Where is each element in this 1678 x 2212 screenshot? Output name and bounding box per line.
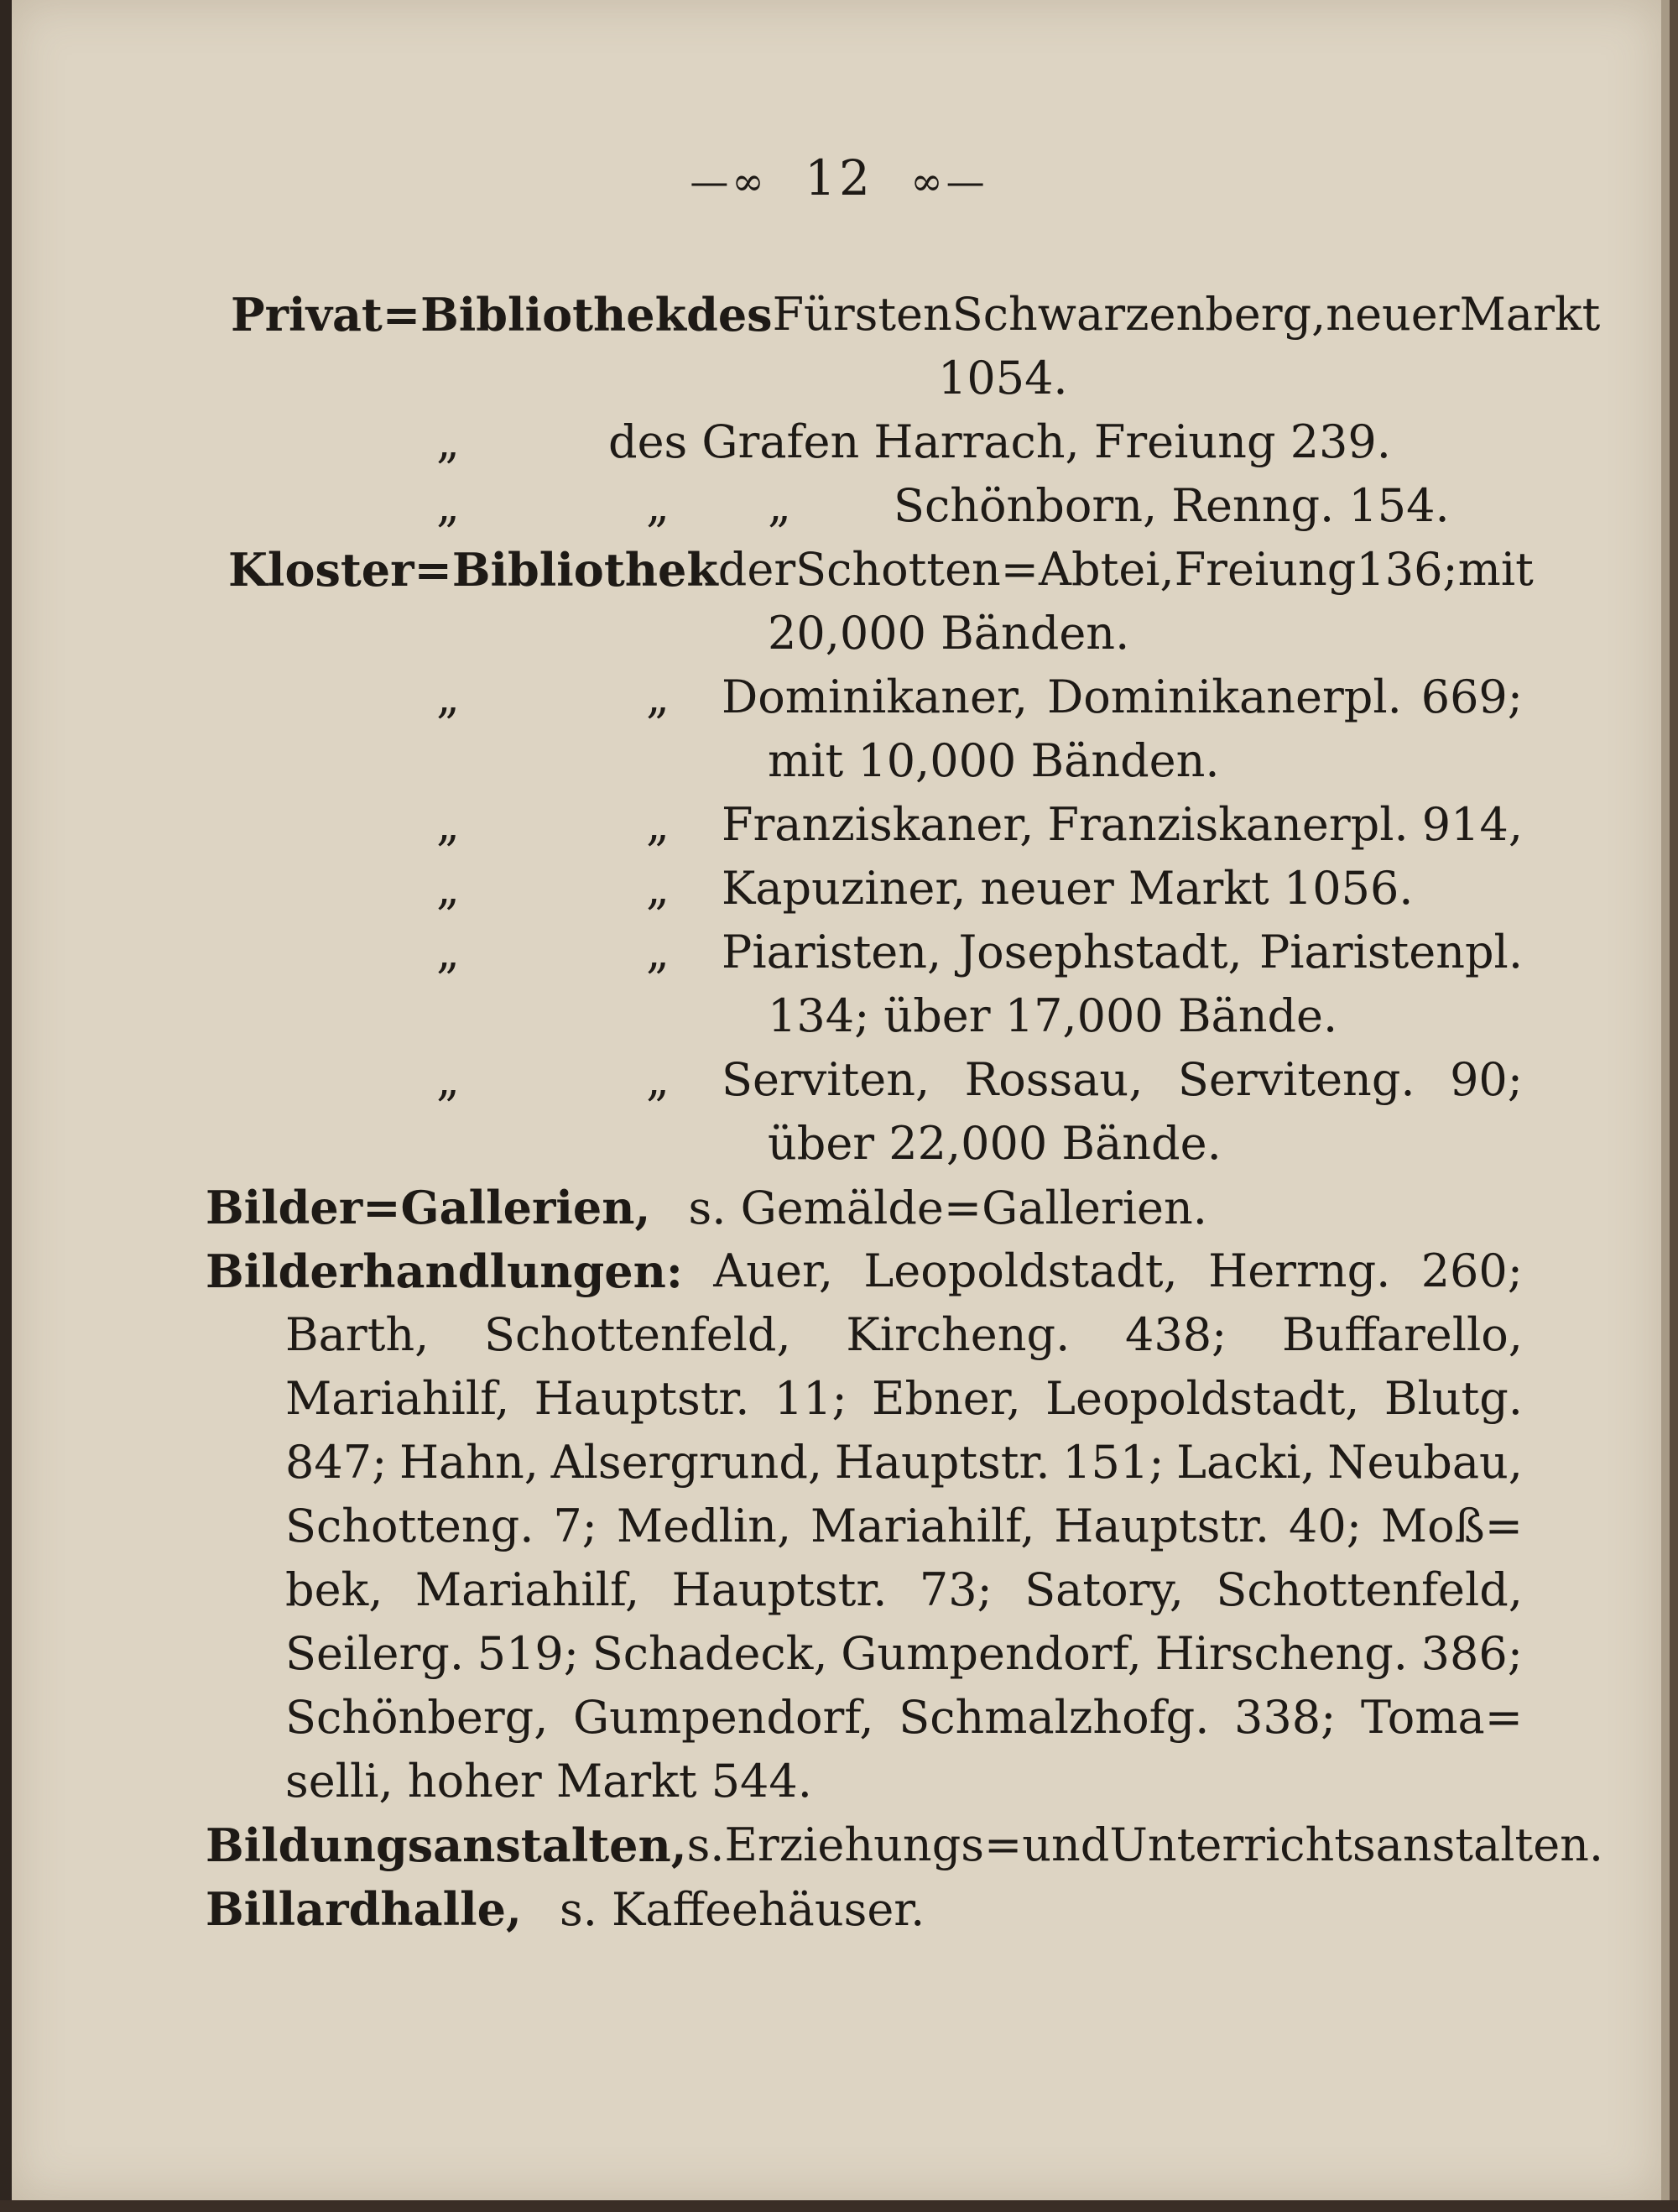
word: Hauptstr. bbox=[671, 1563, 888, 1616]
ditto-mark: „ bbox=[436, 415, 460, 468]
word: Dominikaner, bbox=[722, 670, 1029, 723]
text-line: Schönborn, Renng. 154. bbox=[894, 479, 1450, 532]
word: 7; bbox=[553, 1500, 597, 1552]
text-line bbox=[285, 1372, 1523, 1425]
text-line bbox=[285, 1308, 1523, 1361]
word: Markt bbox=[1459, 288, 1601, 341]
word: Auer, bbox=[713, 1244, 834, 1297]
text-line bbox=[206, 1181, 1207, 1234]
word: Hauptstr. bbox=[834, 1436, 1050, 1489]
entry-heading: Bilder=Gallerien, bbox=[206, 1181, 651, 1234]
word: bek, bbox=[285, 1563, 383, 1616]
word: 73; bbox=[919, 1563, 993, 1616]
word: Hauptstr. bbox=[534, 1372, 750, 1425]
word: der bbox=[717, 543, 796, 596]
word: Serviten, bbox=[722, 1053, 930, 1106]
word: Hahn, bbox=[399, 1436, 539, 1489]
text-line bbox=[206, 1882, 925, 1936]
word: Schotteng. bbox=[285, 1500, 534, 1552]
cross-reference: s. Gemälde=Gallerien. bbox=[688, 1182, 1207, 1234]
word: Leopoldstadt, bbox=[863, 1244, 1178, 1297]
ditto-mark: „ bbox=[768, 479, 791, 532]
word: Hirscheng. bbox=[1154, 1627, 1408, 1680]
word: 669; bbox=[1420, 670, 1523, 723]
text-line: des Grafen Harrach, Freiung 239. bbox=[608, 415, 1391, 468]
ditto-mark: „ bbox=[436, 670, 460, 723]
text-line bbox=[285, 1627, 1523, 1680]
word: 40; bbox=[1289, 1500, 1362, 1552]
word: Moß= bbox=[1380, 1500, 1523, 1552]
word: 136; bbox=[1356, 543, 1458, 596]
word: Schönberg, bbox=[285, 1691, 549, 1744]
entry-heading: Bilderhandlungen: bbox=[206, 1244, 683, 1298]
word: Schwarzenberg, bbox=[951, 288, 1326, 341]
word: Freiung bbox=[1174, 543, 1357, 596]
word: 338; bbox=[1234, 1691, 1337, 1744]
text-line bbox=[285, 1500, 1523, 1552]
text-line bbox=[722, 926, 1523, 978]
word: Neubau, bbox=[1327, 1436, 1523, 1489]
word: Schottenfeld, bbox=[484, 1308, 791, 1361]
word: Mariahilf, bbox=[285, 1372, 510, 1425]
page-number: 12 bbox=[805, 149, 873, 206]
book-bottom-edge bbox=[0, 2200, 1678, 2212]
word: Piaristenpl. bbox=[1258, 926, 1523, 978]
word: Schadeck, bbox=[591, 1627, 828, 1680]
ditto-mark: „ bbox=[646, 479, 670, 532]
word: Alsergrund, bbox=[550, 1436, 823, 1489]
ornament-left: —∞ bbox=[690, 159, 768, 204]
word: Barth, bbox=[285, 1308, 430, 1361]
word: Josephstadt, bbox=[958, 926, 1243, 978]
text-line bbox=[722, 798, 1523, 851]
word: Gumpendorf, bbox=[573, 1691, 874, 1744]
word: mit bbox=[1457, 543, 1534, 596]
ornament-right: ∞— bbox=[910, 159, 988, 204]
word: Franziskaner, bbox=[722, 798, 1034, 851]
ditto-mark: „ bbox=[436, 798, 460, 851]
page-header bbox=[0, 149, 1678, 206]
word: Buffarello, bbox=[1281, 1308, 1523, 1361]
text-line bbox=[285, 1436, 1523, 1489]
word: Seilerg. bbox=[285, 1627, 464, 1680]
word: 438; bbox=[1124, 1308, 1227, 1361]
text-line: 1054. bbox=[938, 352, 1068, 404]
word: Blutg. bbox=[1384, 1372, 1523, 1425]
word: Schottenfeld, bbox=[1216, 1563, 1523, 1616]
word: Unterrichtsanstalten. bbox=[1109, 1818, 1604, 1871]
ditto-mark: „ bbox=[646, 926, 670, 978]
ditto-mark: „ bbox=[436, 862, 460, 915]
word: Kircheng. bbox=[846, 1308, 1071, 1361]
word: Herrng. bbox=[1208, 1244, 1391, 1297]
word: Piaristen, bbox=[722, 926, 942, 978]
word: und bbox=[1022, 1818, 1110, 1871]
word: 914, bbox=[1421, 798, 1523, 851]
ditto-mark: „ bbox=[646, 670, 670, 723]
word: 519; bbox=[477, 1627, 579, 1680]
text-line: Kapuziner, neuer Markt 1056. bbox=[722, 862, 1414, 915]
word: Dominikanerpl. bbox=[1046, 670, 1402, 723]
word: 151; bbox=[1062, 1436, 1165, 1489]
text-line: selli, hoher Markt 544. bbox=[285, 1755, 812, 1808]
text-line: über 22,000 Bände. bbox=[768, 1117, 1222, 1170]
word: des bbox=[686, 288, 773, 342]
word: s. bbox=[686, 1818, 725, 1871]
ditto-mark: „ bbox=[436, 479, 460, 532]
word: Mariahilf, bbox=[810, 1500, 1035, 1552]
word: Gumpendorf, bbox=[841, 1627, 1142, 1680]
word: Erziehungs= bbox=[724, 1818, 1023, 1871]
word: 386; bbox=[1420, 1627, 1523, 1680]
word: Rossau, bbox=[964, 1053, 1144, 1106]
word: Lacki, bbox=[1176, 1436, 1316, 1489]
word: Mariahilf, bbox=[414, 1563, 640, 1616]
ditto-mark: „ bbox=[436, 1053, 460, 1106]
entry-heading: Billardhalle, bbox=[206, 1882, 522, 1936]
entry-heading: Bildungsanstalten, bbox=[206, 1818, 687, 1872]
word: Serviteng. bbox=[1177, 1053, 1415, 1106]
text-line bbox=[206, 1244, 1523, 1298]
cross-reference: s. Kaffeehäuser. bbox=[560, 1883, 925, 1936]
word: Schmalzhofg. bbox=[899, 1691, 1210, 1744]
word: Ebner, bbox=[872, 1372, 1021, 1425]
entry-heading: Privat=Bibliothek bbox=[231, 288, 687, 342]
word: Schotten=Abtei, bbox=[795, 543, 1175, 596]
word: 847; bbox=[285, 1436, 388, 1489]
entry-heading: Kloster=Bibliothek bbox=[228, 543, 718, 597]
text-line bbox=[285, 1691, 1523, 1744]
text-line bbox=[722, 670, 1523, 723]
word: 260; bbox=[1420, 1244, 1523, 1297]
ditto-mark: „ bbox=[436, 926, 460, 978]
text-line: 20,000 Bänden. bbox=[768, 607, 1130, 660]
word: 90; bbox=[1450, 1053, 1523, 1106]
word: 11; bbox=[774, 1372, 847, 1425]
ditto-mark: „ bbox=[646, 1053, 670, 1106]
word: Franziskanerpl. bbox=[1047, 798, 1409, 851]
word: Leopoldstadt, bbox=[1045, 1372, 1360, 1425]
text-line bbox=[206, 1818, 1604, 1872]
text-line bbox=[722, 1053, 1523, 1106]
ditto-mark: „ bbox=[646, 862, 670, 915]
text-line bbox=[228, 543, 1534, 597]
text-line bbox=[231, 288, 1601, 342]
ditto-mark: „ bbox=[646, 798, 670, 851]
word: Medlin, bbox=[616, 1500, 792, 1552]
word: Toma= bbox=[1360, 1691, 1523, 1744]
text-line bbox=[285, 1563, 1523, 1616]
text-line: 134; über 17,000 Bände. bbox=[768, 989, 1338, 1042]
word: Fürsten bbox=[772, 288, 952, 341]
word: Satory, bbox=[1024, 1563, 1184, 1616]
word: Hauptstr. bbox=[1054, 1500, 1270, 1552]
word: neuer bbox=[1326, 288, 1460, 341]
text-line: mit 10,000 Bänden. bbox=[768, 734, 1220, 787]
book-spine-edge bbox=[0, 0, 12, 2212]
